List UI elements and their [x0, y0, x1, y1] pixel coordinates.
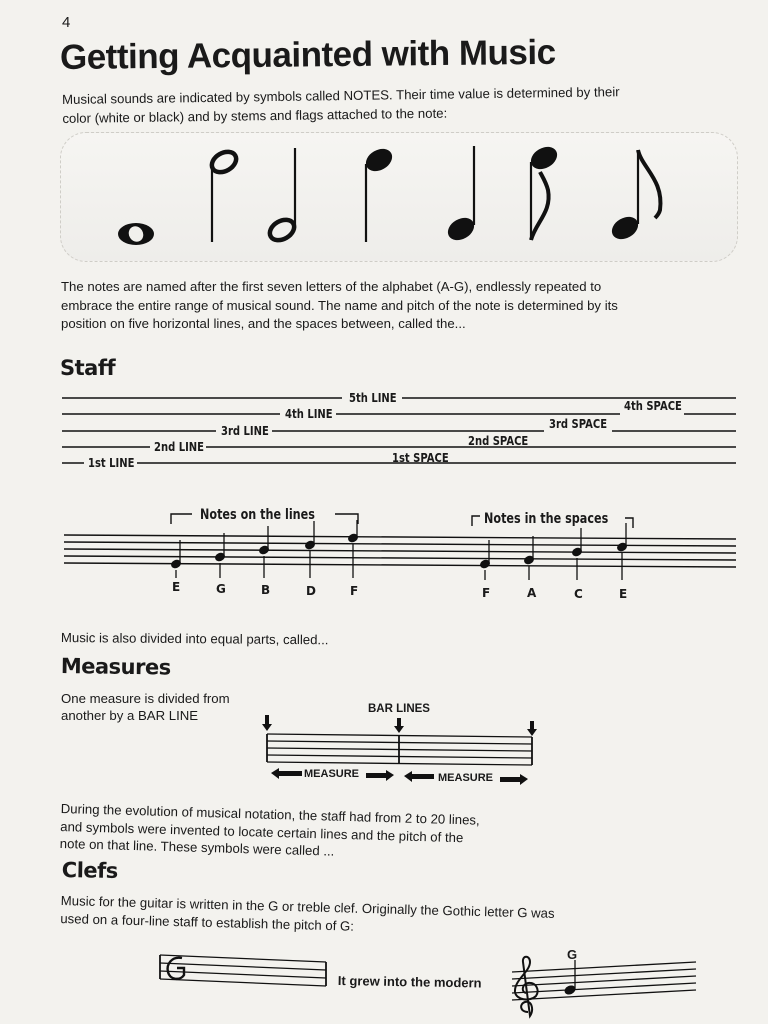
measure-label: MEASURE	[438, 772, 494, 784]
clefs-heading: Clefs	[61, 858, 118, 883]
growth-text: It grew into the modern	[337, 973, 482, 991]
bar-lines-caption: BAR LINES	[368, 703, 430, 715]
g-label: G	[567, 947, 578, 962]
measures-description: One measure is divided from another by a BAR LINE	[61, 691, 230, 723]
page-number: 4	[62, 14, 71, 31]
measure-label: MEASURE	[304, 768, 360, 780]
staff-space-label-3: 3rd SPACE	[549, 416, 608, 431]
staff-space-label-4: 4th SPACE	[624, 398, 682, 413]
intro-paragraph: Musical sounds are indicated by symbols called NOTES. Their time value is determined by their color (white or black) and by stems and flags attached to the note:	[62, 84, 620, 126]
notes-on-lines-caption: Notes on the lines	[200, 507, 315, 523]
line-note-letter: D	[306, 584, 316, 598]
line-note-letter: F	[350, 584, 359, 598]
evolution-paragraph: During the evolution of musical notation, the staff had from 2 to 20 lines, and symbols were invented to locate certain lines and the pitch of the note on that line. These symbols were called ...	[59, 800, 480, 859]
clefs-description: Music for the guitar is written in the G or treble clef. Originally the Gothic letter G was used on a four-line staff to establish the pitch of G:	[60, 892, 555, 934]
page-title: Getting Acquainted with Music	[59, 32, 556, 77]
staff-line-label-4: 4th LINE	[285, 406, 333, 421]
staff-line-label-5: 5th LINE	[349, 390, 397, 405]
line-note-letter: B	[261, 583, 271, 597]
note-names-paragraph: The notes are named after the first seven letters of the alphabet (A-G), endlessly repeated to embrace the entire range of musical sound. The name and pitch of the note is determined by its position on five horizontal lines, and the spaces between, called the...	[61, 279, 618, 331]
staff-line-label-1: 1st LINE	[88, 455, 135, 470]
space-note-letter: F	[482, 586, 491, 600]
line-note-letter: E	[172, 580, 181, 594]
staff-space-label-2: 2nd SPACE	[468, 433, 529, 448]
staff-line-label-3: 3rd LINE	[221, 423, 269, 438]
staff-line-label-2: 2nd LINE	[154, 439, 205, 454]
space-note-letter: E	[619, 587, 628, 601]
measures-heading: Measures	[60, 654, 171, 680]
staff-heading: Staff	[60, 356, 116, 380]
line-note-letter: G	[216, 582, 226, 596]
treble-clef-icon	[515, 957, 538, 1016]
space-note-letter: A	[527, 586, 537, 600]
staff-space-label-1: 1st SPACE	[392, 450, 449, 465]
space-note-letter: C	[574, 587, 583, 601]
notes-in-spaces-caption: Notes in the spaces	[484, 511, 609, 527]
measures-lead-text: Music is also divided into equal parts, called...	[60, 629, 329, 648]
